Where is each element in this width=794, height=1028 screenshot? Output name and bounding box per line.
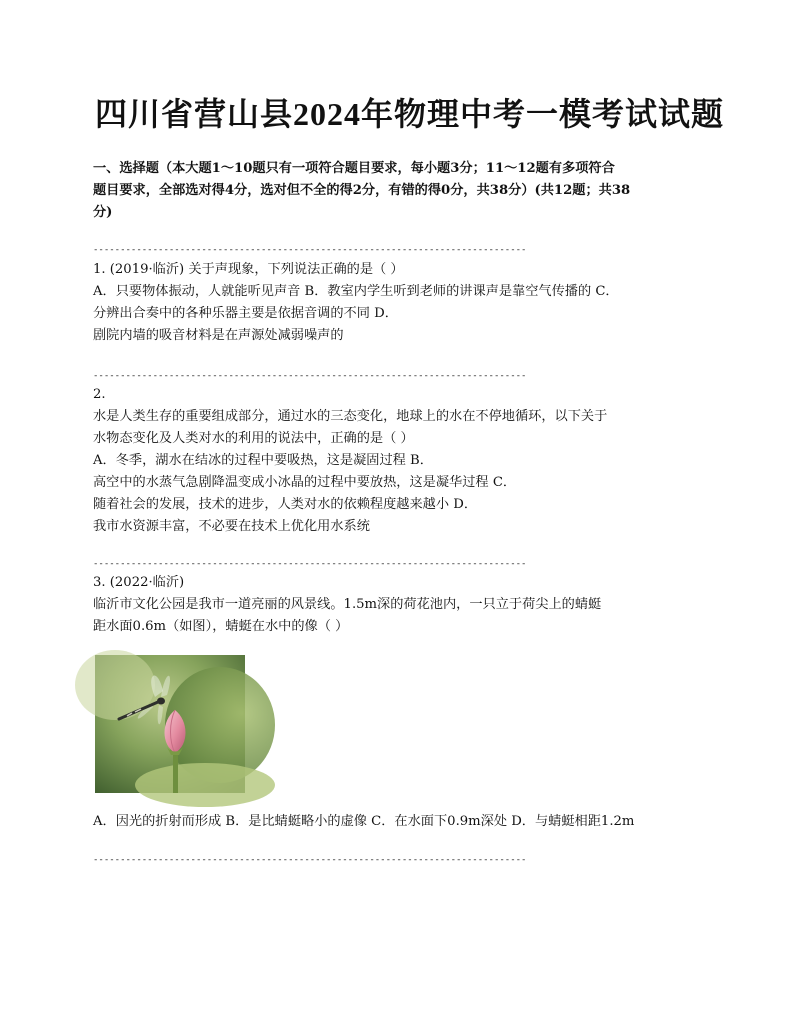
question-1-options: 分辨出合奏中的各种乐器主要是依据音调的不同 D． [93,306,398,321]
question-2-options: A．冬季，湖水在结冰的过程中要吸热，这是凝固过程 B． [93,453,433,468]
question-3 [93,572,705,638]
dragonfly-on-lotus-bud-photo [95,655,245,793]
question-2-stem: 水是人类生存的重要组成部分，通过水的三态变化，地球上的水在不停地循环，以下关于 [93,409,608,424]
question-3-number: 3. (2022·临沂) [93,575,185,590]
question-1 [93,259,705,347]
question-3-stem: 距水面0.6m（如图），蜻蜓在水中的像（ ） [93,619,349,634]
question-3-options-line: A．因光的折射而形成 B．是比蜻蜓略小的虚像 C．在水面下0.9m深处 D．与蜻蜓相距1.2m [93,814,635,829]
question-2-options: 随着社会的发展，技术的进步，人类对水的依赖程度越来越小 D． [93,497,478,512]
page-title: 四川省营山县2024年物理中考一模考试试题 [95,96,725,132]
question-2-stem: 水物态变化及人类对水的利用的说法中，正确的是（ ） [93,431,414,446]
question-1-options: A．只要物体振动，人就能听见声音 B．教室内学生听到老师的讲课声是靠空气传播的 C． [93,284,619,299]
section-header-line: 分) [93,205,113,220]
question-2-options: 高空中的水蒸气急剧降温变成小冰晶的过程中要放热，这是凝华过程 C． [93,475,517,490]
section-header-line: 题目要求，全部选对得4分，选对但不全的得2分，有错的得0分，共38分）(共12题；共38 [93,183,631,198]
photo-illustration [95,655,245,793]
question-2-number: 2. [93,387,106,402]
question-2-options: 我市水资源丰富，不必要在技术上优化用水系统 [93,519,370,534]
question-3-options [93,811,705,833]
separator-line: -------------------------------------------------------------------------------- [93,245,527,255]
separator-line: -------------------------------------------------------------------------------- [93,371,527,381]
section-header-line: 一、选择题（本大题1～10题只有一项符合题目要求，每小题3分；11～12题有多项符合 [93,161,615,176]
question-2 [93,384,705,538]
separator-line: -------------------------------------------------------------------------------- [93,855,527,865]
question-1-stem: 1. (2019·临沂) 关于声现象，下列说法正确的是（ ） [93,262,404,277]
section-header [93,158,705,224]
question-1-options: 剧院内墙的吸音材料是在声源处减弱噪声的 [93,328,344,343]
question-3-stem: 临沂市文化公园是我市一道亮丽的风景线。1.5m深的荷花池内，一只立于荷尖上的蜻蜓 [93,597,602,612]
separator-line: -------------------------------------------------------------------------------- [93,559,527,569]
